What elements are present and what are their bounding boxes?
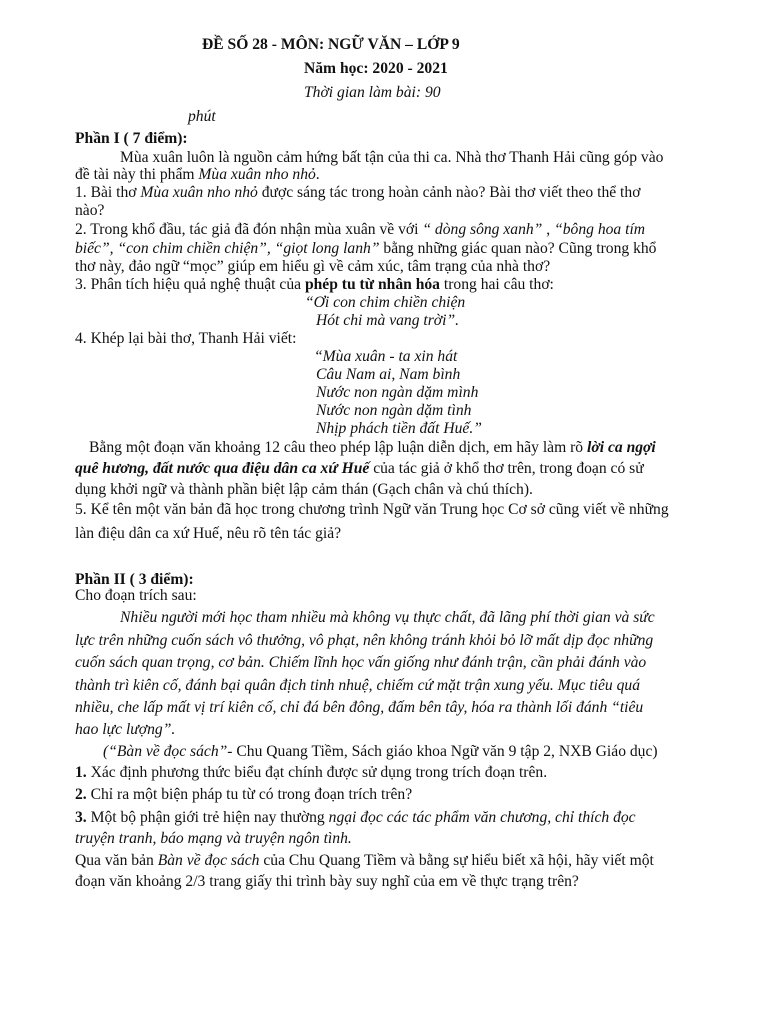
excerpt-line: cuốn sách quan trọng, cơ bản. Chiếm lĩnh học vấn giống như đánh trận, cần phải đánh vào	[75, 654, 647, 671]
part2-question-3-num: 3.	[75, 809, 87, 826]
question-4-task-rest: của tác giả ở khổ thơ trên, trong đoạn có sử	[369, 460, 644, 477]
part2-question-2	[75, 786, 412, 804]
final-task-text: Qua văn bản	[75, 852, 158, 869]
final-task-title: Bàn về đọc sách	[157, 852, 260, 869]
question-2-image1: “ dòng sông xanh”	[422, 221, 543, 238]
question-3-rest: trong hai câu thơ:	[439, 276, 554, 293]
question-1-line2: nào?	[75, 202, 105, 219]
question-4-task-line2	[75, 460, 644, 478]
question-2-line3: thơ này, đảo ngữ “mọc” giúp em hiểu gì về cảm xúc, tâm trạng của nhà thơ?	[75, 258, 551, 275]
part2-intro: Cho đoạn trích sau:	[75, 587, 197, 604]
question-4-task-line3: dụng khởi ngữ và thành phần biệt lập cảm thán (Gạch chân và chú thích).	[75, 481, 533, 498]
question-3-line1	[75, 276, 554, 294]
final-task-rest: của Chu Quang Tiềm và bằng sự hiểu biết xã hội, hãy viết một	[259, 852, 654, 869]
question-4-task-line1	[89, 439, 656, 457]
question-1-line1	[75, 184, 640, 202]
question-2-sep: ,	[542, 221, 555, 238]
excerpt-line: nhiều, che lấp mất vị trí kiên cố, chỉ đá bên đông, đấm bên tây, hóa ra thành lối đánh “tiêu	[75, 699, 644, 716]
question-1-rest: được sáng tác trong hoàn cảnh nào? Bài thơ viết theo thể thơ	[257, 184, 641, 201]
question-5-line1: 5. Kể tên một văn bản đã học trong chương trình Ngữ văn Trung học Cơ sở cũng viết về những	[75, 501, 669, 518]
question-4-task-focus: lời ca ngợi	[587, 439, 656, 456]
part1-heading: Phần I ( 7 điểm):	[75, 130, 188, 147]
part2-question-3-focus: ngại đọc các tác phẩm văn chương, chỉ thích đọc	[328, 809, 636, 826]
part2-heading: Phần II ( 3 điểm):	[75, 571, 194, 588]
question-3-verse1: “Ơi con chim chiền chiện	[305, 294, 466, 311]
exam-time: Thời gian làm bài: 90	[304, 84, 441, 101]
part1-intro-line1: Mùa xuân luôn là nguồn cảm hứng bất tận của thi ca. Nhà thơ Thanh Hải cũng góp vào	[120, 149, 664, 166]
exam-time-unit: phút	[188, 108, 216, 125]
part2-question-2-num: 2.	[75, 786, 87, 803]
part2-question-1-text: Xác định phương thức biểu đạt chính được sử dụng trong trích đoạn trên.	[86, 764, 548, 781]
question-4-task-text: Bằng một đoạn văn khoảng 12 câu theo phép lập luận diễn dịch, em hãy làm rõ	[89, 439, 588, 456]
part2-question-3-line1	[75, 809, 636, 827]
question-2-rest: bằng những giác quan nào? Cũng trong khổ	[379, 240, 657, 257]
final-task-line2: đoạn văn khoảng 2/3 trang giấy thi trình bày suy nghĩ của em về thực trạng trên?	[75, 873, 579, 890]
question-4-verse: Nước non ngàn dặm mình	[316, 384, 479, 401]
final-task-line1	[75, 852, 654, 870]
question-4-task-focus2: quê hương, đất nước qua điệu dân ca xứ Huế	[75, 460, 370, 477]
excerpt-line: thành trì kiên cố, đánh bại quân địch tinh nhuệ, chiếm cứ mặt trận xung yếu. Mục tiêu quá	[75, 677, 641, 694]
question-3-text: 3. Phân tích hiệu quả nghệ thuật của	[75, 276, 305, 293]
question-4-line1: 4. Khép lại bài thơ, Thanh Hải viết:	[75, 330, 297, 347]
question-4-verse: “Mùa xuân - ta xin hát	[314, 348, 458, 365]
question-1-title: Mùa xuân nho nhỏ	[140, 184, 258, 201]
question-2-line1	[75, 221, 645, 239]
excerpt-line: hao lực lượng”.	[75, 721, 176, 738]
excerpt-source-title: (“Bàn về đọc sách”	[103, 743, 228, 760]
part2-question-1	[75, 764, 547, 782]
question-3-verse2: Hót chi mà vang trời”.	[316, 312, 460, 329]
excerpt-source-rest: - Chu Quang Tiềm, Sách giáo khoa Ngữ văn 9 tập 2, NXB Giáo dục)	[227, 743, 658, 760]
excerpt-line: lực trên những cuốn sách vô thưởng, vô phạt, nên không tránh khỏi bỏ lỡ mất dịp đọc những	[75, 632, 654, 649]
part1-intro-end: .	[315, 166, 320, 183]
question-2-line2	[75, 240, 656, 258]
question-2-image2: “bông hoa tím	[554, 221, 646, 238]
question-4-verse: Câu Nam ai, Nam bình	[316, 366, 461, 383]
part2-question-1-num: 1.	[75, 764, 87, 781]
question-5-line2: làn điệu dân ca xứ Huế, nêu rõ tên tác giả?	[75, 525, 342, 542]
excerpt-source	[103, 743, 658, 761]
part2-question-2-text: Chỉ ra một biện pháp tu từ có trong đoạn trích trên?	[86, 786, 413, 803]
part2-question-3-line2: truyện tranh, báo mạng và truyện ngôn tình.	[75, 830, 352, 847]
question-2-text: 2. Trong khổ đầu, tác giả đã đón nhận mùa xuân về với	[75, 221, 423, 238]
question-4-verse: Nước non ngàn dặm tình	[316, 402, 472, 419]
question-1-text: 1. Bài thơ	[75, 184, 141, 201]
question-3-device: phép tu từ nhân hóa	[304, 276, 440, 293]
question-2-images: biếc”, “con chim chiền chiện”, “giọt long lanh”	[75, 240, 380, 257]
exam-title: ĐỀ SỐ 28 - MÔN: NGỮ VĂN – LỚP 9	[202, 36, 460, 53]
poem-title: Mùa xuân nho nhỏ	[198, 166, 316, 183]
excerpt-line: Nhiều người mới học tham nhiều mà không vụ thực chất, đã lãng phí thời gian và sức	[120, 609, 655, 626]
school-year: Năm học: 2020 - 2021	[304, 60, 448, 77]
part1-intro-line2	[75, 166, 320, 184]
question-4-verse: Nhịp phách tiền đất Huế.”	[316, 420, 482, 437]
part1-intro-text: đề tài này thi phẩm	[75, 166, 199, 183]
part2-question-3-text: Một bộ phận giới trẻ hiện nay thường	[86, 809, 329, 826]
